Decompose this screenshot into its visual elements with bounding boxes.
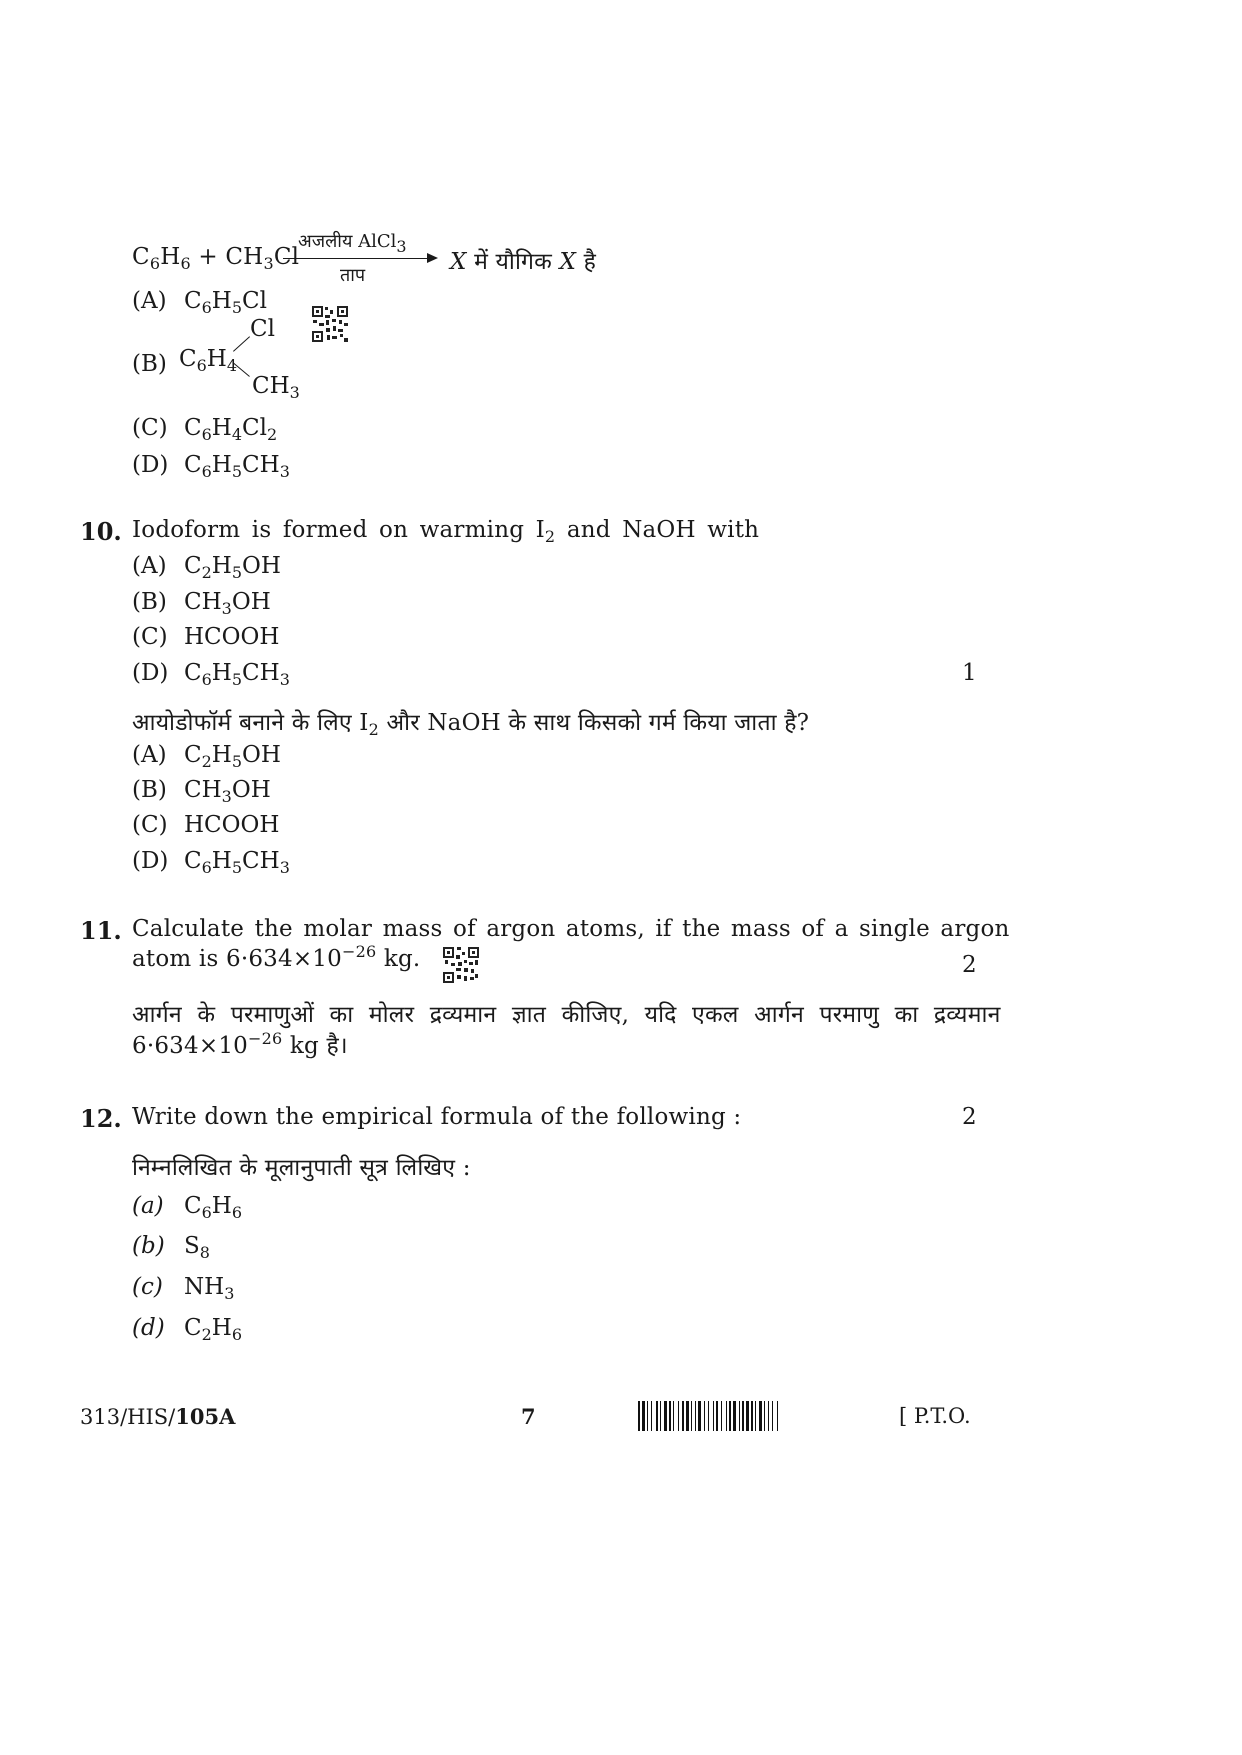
q11-number: 11. xyxy=(80,916,122,945)
sym: C xyxy=(179,346,197,372)
pto-label: [ P.T.O. xyxy=(899,1404,971,1428)
sub: 6 xyxy=(201,1203,212,1222)
sym: H xyxy=(204,1274,225,1300)
sym: H xyxy=(206,346,227,372)
sym: C xyxy=(132,244,150,270)
q10-hi-option-c xyxy=(132,812,279,838)
q10-hi-option-b xyxy=(132,777,271,806)
sub: 6 xyxy=(201,670,212,689)
q10-option-d xyxy=(132,660,290,689)
sub: 4 xyxy=(226,356,238,375)
q9-catalyst-label xyxy=(298,229,407,256)
sub: 3 xyxy=(396,237,407,256)
sub: 5 xyxy=(231,858,243,877)
question-text: 6·634×10 xyxy=(132,1033,248,1059)
sub: 6 xyxy=(201,858,212,877)
sym: C xyxy=(184,742,202,768)
sym: S xyxy=(184,1233,200,1259)
sym: H xyxy=(160,244,181,270)
sym: Cl xyxy=(242,415,268,441)
sym: CH xyxy=(242,848,280,874)
sub: 3 xyxy=(224,1284,235,1303)
sym: CH xyxy=(225,244,264,270)
sub: 5 xyxy=(231,462,243,481)
sub: 6 xyxy=(201,298,212,317)
q9-option-c xyxy=(132,415,278,444)
q10-option-a xyxy=(132,553,281,582)
q12-option-b xyxy=(132,1233,210,1262)
sym: OH xyxy=(242,742,281,768)
sub: 5 xyxy=(231,563,243,582)
sym: C xyxy=(184,1315,202,1341)
sub: 2 xyxy=(544,527,556,546)
sym: HCOOH xyxy=(184,812,280,838)
variable-x: X xyxy=(559,249,577,275)
question-text: kg. xyxy=(383,946,421,972)
sub: 6 xyxy=(231,1325,243,1344)
sub: 6 xyxy=(196,356,207,375)
q10-hi-option-a xyxy=(132,742,281,771)
sym: CH xyxy=(242,452,280,478)
q12-option-c xyxy=(132,1274,235,1303)
sym: H xyxy=(211,415,232,441)
question-text: आयोडोफॉर्म बनाने के लिए I xyxy=(132,710,369,736)
q10-text-hi xyxy=(132,705,809,737)
option-label: (A) xyxy=(132,742,167,768)
option-label: (D) xyxy=(132,452,169,478)
qr-code-icon xyxy=(442,946,480,984)
option-label: (b) xyxy=(132,1233,165,1259)
q9-option-b-top: Cl xyxy=(250,316,275,342)
sym: CH xyxy=(252,373,290,399)
qr-code-icon xyxy=(311,305,349,343)
sub: 2 xyxy=(201,563,212,582)
q11-hi-line2 xyxy=(132,1028,348,1060)
bond-line xyxy=(233,336,250,351)
q12-marks: 2 xyxy=(962,1104,977,1130)
catalyst-text: अजलीय AlCl xyxy=(298,231,397,252)
q12-text-hi: निम्नलिखित के मूलानुपाती सूत्र लिखिए : xyxy=(132,1155,471,1181)
question-text: and NaOH with xyxy=(566,517,760,543)
q10-text-en xyxy=(132,517,760,546)
sub: 3 xyxy=(279,670,290,689)
sym: OH xyxy=(242,553,281,579)
sym: C xyxy=(184,660,202,686)
question-text: atom is 6·634×10 xyxy=(132,946,342,972)
option-label: (c) xyxy=(132,1274,163,1300)
sym: H xyxy=(211,848,232,874)
option-label: (B) xyxy=(132,589,167,615)
sym: H xyxy=(211,1315,232,1341)
sub: 2 xyxy=(267,425,278,444)
q9-reaction xyxy=(132,244,300,273)
q10-marks: 1 xyxy=(962,660,977,686)
q9-reaction-arrow xyxy=(283,258,428,259)
statement-text: है xyxy=(583,249,597,275)
sym: OH xyxy=(231,589,271,615)
option-label: (C) xyxy=(132,624,168,650)
variable-x: X xyxy=(450,249,467,275)
sym: Cl xyxy=(242,288,268,314)
question-text: और NaOH के साथ किसको गर्म किया जाता है? xyxy=(386,710,810,736)
q10-hi-option-d xyxy=(132,848,290,877)
option-label: (B) xyxy=(132,777,167,803)
sym: H xyxy=(211,660,232,686)
q9-option-b-label: (B) xyxy=(132,351,167,377)
sym: H xyxy=(211,1193,232,1219)
q12-option-a xyxy=(132,1193,243,1222)
arrow-head-icon xyxy=(427,253,438,263)
sub: 2 xyxy=(201,752,212,771)
sub: 6 xyxy=(231,1203,243,1222)
sym: N xyxy=(184,1274,205,1300)
q10-option-b xyxy=(132,589,271,618)
sub: 3 xyxy=(279,858,290,877)
sub: 4 xyxy=(231,425,243,444)
sym: CH xyxy=(184,589,222,615)
q12-number: 12. xyxy=(80,1104,122,1133)
q11-marks: 2 xyxy=(962,952,977,978)
q10-number: 10. xyxy=(80,517,122,546)
q9-statement xyxy=(450,244,596,276)
option-label: (C) xyxy=(132,812,168,838)
sym: H xyxy=(211,452,232,478)
sym: H xyxy=(211,742,232,768)
q9-option-a xyxy=(132,288,268,317)
sym: C xyxy=(184,1193,202,1219)
plus-sign: + xyxy=(198,244,218,270)
sub: 6 xyxy=(201,462,212,481)
sub: 6 xyxy=(201,425,212,444)
question-text: Iodoform is formed on warming I xyxy=(132,517,545,543)
q9-option-d xyxy=(132,452,290,481)
sym: C xyxy=(184,415,202,441)
option-label: (A) xyxy=(132,288,167,314)
sub: 3 xyxy=(221,787,232,806)
sub: 3 xyxy=(221,599,232,618)
exponent: −26 xyxy=(247,1029,283,1048)
option-label: (C) xyxy=(132,415,168,441)
sub: 5 xyxy=(231,298,243,317)
sym: CH xyxy=(242,660,280,686)
sym: CH xyxy=(184,777,222,803)
q12-option-d xyxy=(132,1315,243,1344)
option-label: (D) xyxy=(132,848,169,874)
sym: OH xyxy=(231,777,271,803)
q9-condition-label: ताप xyxy=(340,265,366,286)
sym: Cl xyxy=(273,244,300,270)
paper-code xyxy=(80,1404,235,1429)
sym: C xyxy=(184,452,202,478)
sub: 3 xyxy=(279,462,290,481)
q9-option-b-bottom xyxy=(252,373,300,402)
option-label: (a) xyxy=(132,1193,164,1219)
sym: H xyxy=(211,553,232,579)
sub: 5 xyxy=(231,752,243,771)
q9-option-b-base xyxy=(179,346,238,375)
sub: 5 xyxy=(231,670,243,689)
q11-line1: Calculate the molar mass of argon atoms, if the mass of a single argon xyxy=(132,916,1010,942)
q11-hi-line1: आर्गन के परमाणुओं का मोलर द्रव्यमान ज्ञात कीजिए, यदि एकल आर्गन परमाणु का द्रव्यमान xyxy=(132,1002,1001,1028)
page-number: 7 xyxy=(521,1404,536,1429)
question-text: kg है। xyxy=(289,1033,348,1059)
sub: 2 xyxy=(368,720,379,739)
sym: HCOOH xyxy=(184,624,280,650)
sub: 2 xyxy=(201,1325,212,1344)
sub: 6 xyxy=(149,254,161,273)
sym: C xyxy=(184,848,202,874)
option-label: (A) xyxy=(132,553,167,579)
barcode-icon xyxy=(638,1401,886,1431)
option-label: (d) xyxy=(132,1315,165,1341)
sym: C xyxy=(184,553,202,579)
q10-option-c xyxy=(132,624,279,650)
q12-text-en: Write down the empirical formula of the following : xyxy=(132,1104,742,1130)
statement-text: में यौगिक xyxy=(474,249,553,275)
sub: 3 xyxy=(289,383,300,402)
option-label: (D) xyxy=(132,660,169,686)
code-bold: 105A xyxy=(175,1404,236,1429)
code-prefix: 313/HIS/ xyxy=(80,1405,176,1429)
sub: 3 xyxy=(263,254,274,273)
q11-line2 xyxy=(132,942,421,972)
exponent: −26 xyxy=(341,942,377,961)
sub: 6 xyxy=(180,254,191,273)
sym: H xyxy=(211,288,232,314)
sym: C xyxy=(184,288,202,314)
sub: 8 xyxy=(199,1243,210,1262)
